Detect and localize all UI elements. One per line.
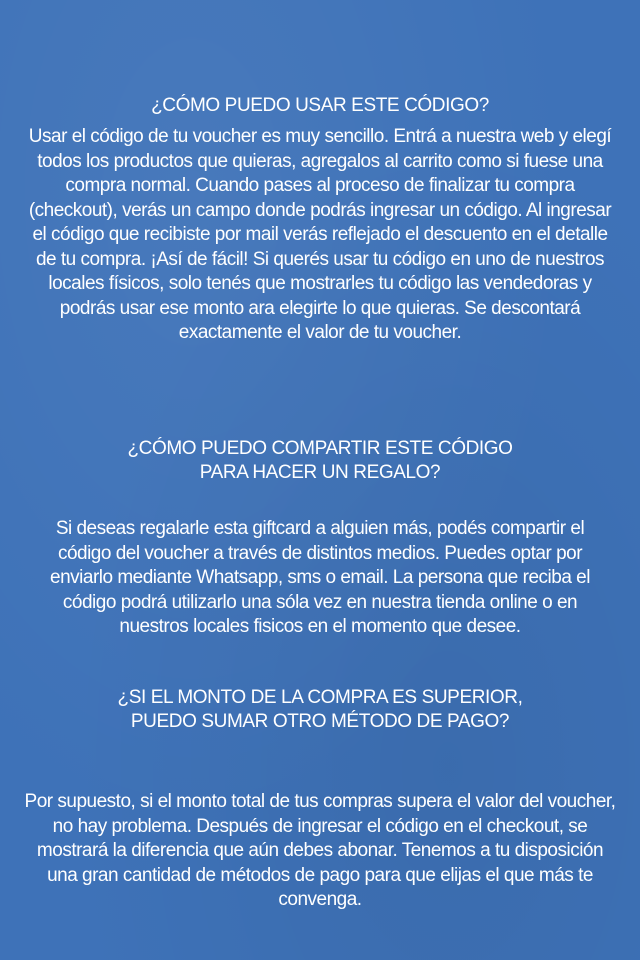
faq-question-line: PUEDO SUMAR OTRO MÉTODO DE PAGO?	[130, 711, 510, 732]
faq-answer-use-code: Usar el código de tu voucher es muy sencillo. Entrá a nuestra web y elegí todos los productos que quieras, agregalos al carrito como si fuese una compra normal. Cuando pases al proceso de finalizar tu compra (checkout), verás un campo donde podrás ingresar un código. Al ingresar el código que recibiste por mail verás reflejado el descuento en el detalle de tu compra. ¡Así de fácil! Si querés usar tu código en uno de nuestros locales físicos, solo tenés que mostrarles tu código las vendedoras y podrás usar ese monto ara elegirte lo que quieras. Se descontará exactamente el valor de tu voucher.	[28, 126, 612, 343]
faq-question-line: ¿SI EL MONTO DE LA COMPRA ES SUPERIOR,	[117, 687, 523, 708]
faq-answer-extra-payment: Por supuesto, si el monto total de tus compras supera el valor del voucher, no hay problema. Después de ingresar el código en el checkout, se mostrará la diferencia que aún debes abonar. Tenemos a tu disposición una gran cantidad de métodos de pago para que elijas el que más te convenga.	[24, 791, 616, 910]
faq-question-line: ¿CÓMO PUEDO COMPARTIR ESTE CÓDIGO	[127, 438, 513, 459]
faq-question-use-code	[0, 94, 640, 118]
faq-question-share-code	[0, 437, 640, 485]
faq-answer-share-code: Si deseas regalarle esta giftcard a alguien más, podés compartir el código del voucher a través de distintos medios. Puedes optar por enviarlo mediante Whatsapp, sms o email. La persona que reciba el código podrá utilizarlo una sóla vez en nuestra tienda online o en nuestros locales fisicos en el momento que desee.	[50, 518, 590, 637]
faq-question-line: ¿CÓMO PUEDO USAR ESTE CÓDIGO?	[151, 95, 489, 116]
faq-question-extra-payment	[0, 686, 640, 734]
faq-question-line: PARA HACER UN REGALO?	[199, 462, 441, 483]
